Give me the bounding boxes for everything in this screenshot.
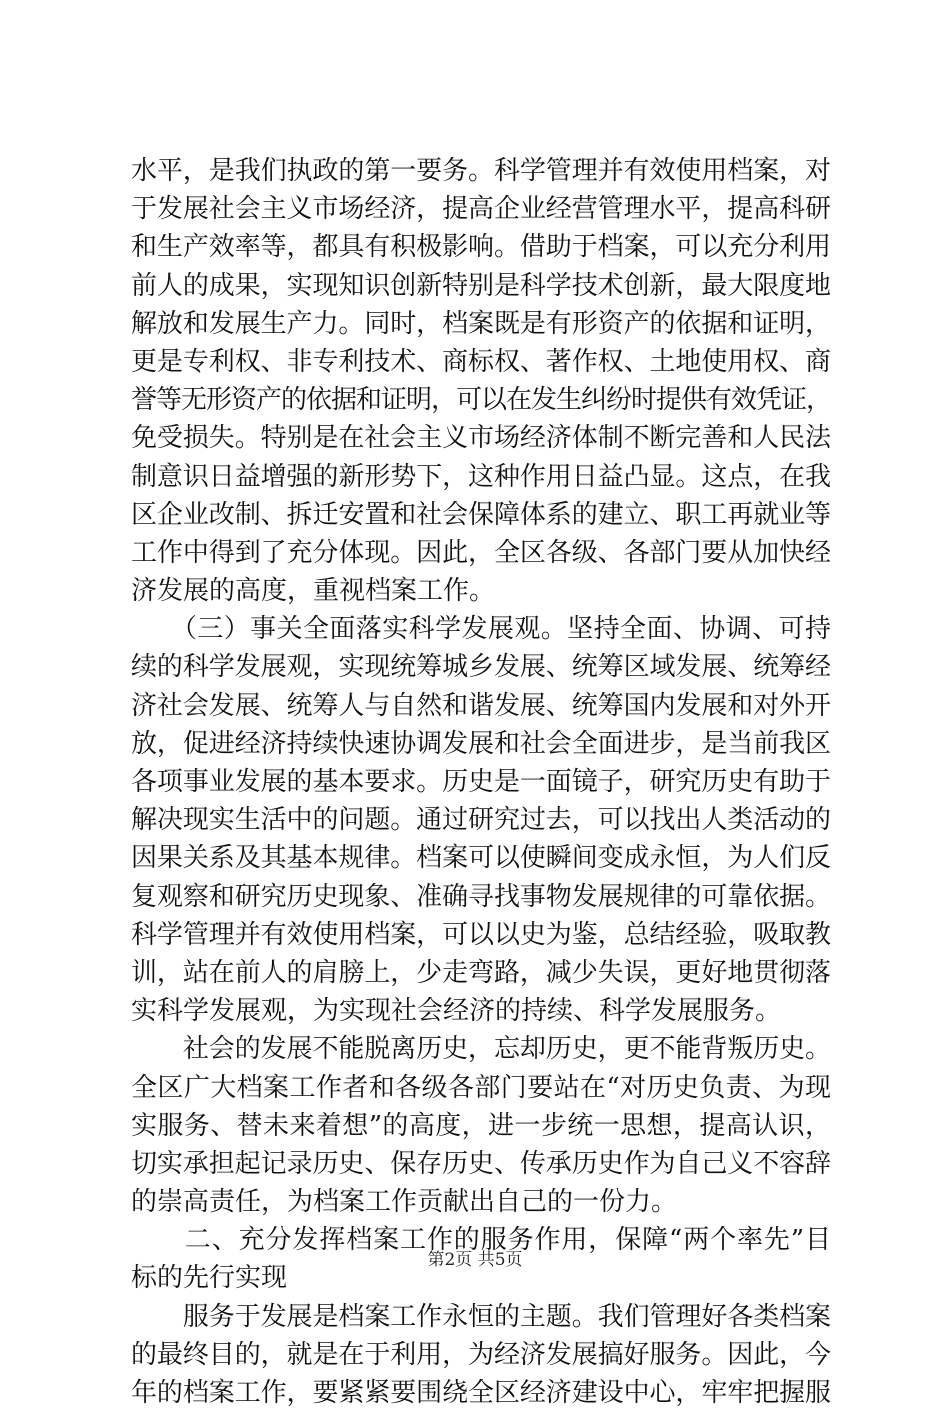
text-line: 的崇高责任，为档案工作贡献出自己的一份力。 — [131, 1187, 678, 1218]
text-line: 服务于发展是档案工作永恒的主题。我们管理好各类档案 — [131, 1301, 831, 1332]
text-line: 全区广大档案工作者和各级各部门要站在“对历史负责、为现 — [131, 1072, 831, 1103]
text-line: （三）事关全面落实科学发展观。坚持全面、协调、可持 — [131, 614, 831, 645]
text-line: 训，站在前人的肩膀上，少走弯路，减少失误，更好地贯彻落 — [131, 957, 831, 988]
text-line: 二、充分发挥档案工作的服务作用，保障“两个率先”目 — [131, 1225, 831, 1256]
text-line: 济发展的高度，重视档案工作。 — [131, 576, 496, 607]
text-line: 各项事业发展的基本要求。历史是一面镜子，研究历史有助于 — [131, 767, 831, 797]
text-line: 科学管理并有效使用档案，可以以史为鉴，总结经验，吸取教 — [131, 919, 831, 950]
text-line: 实科学发展观，为实现社会经济的持续、科学发展服务。 — [131, 996, 782, 1027]
text-line: 区企业改制、拆迁安置和社会保障体系的建立、职工再就业等 — [131, 499, 831, 530]
text-line: 免受损失。特别是在社会主义市场经济体制不断完善和人民法 — [131, 423, 831, 454]
text-line: 因果关系及其基本规律。档案可以使瞬间变成永恒，为人们反 — [131, 843, 831, 874]
text-line: 于发展社会主义市场经济，提高企业经营管理水平，提高科研 — [131, 194, 831, 225]
text-line: 水平，是我们执政的第一要务。科学管理并有效使用档案，对 — [131, 156, 831, 186]
body-text — [131, 152, 831, 1412]
text-line: 制意识日益增强的新形势下，这种作用日益凸显。这点，在我 — [131, 461, 831, 492]
text-line: 切实承担起记录历史、保存历史、传承历史作为自己义不容辞 — [131, 1148, 831, 1179]
text-line: 解放和发展生产力。同时，档案既是有形资产的依据和证明， — [131, 308, 831, 339]
text-line: 和生产效率等，都具有积极影响。借助于档案，可以充分利用 — [131, 232, 831, 263]
page-footer: 第2页 共5页 — [427, 1250, 523, 1270]
text-line: 放，促进经济持续快速协调发展和社会全面进步，是当前我区 — [131, 728, 831, 759]
text-line: 社会的发展不能脱离历史，忘却历史，更不能背叛历史。 — [131, 1034, 831, 1065]
text-line: 年的档案工作，要紧紧要围绕全区经济建设中心，牢牢把握服 — [131, 1378, 831, 1408]
text-line: 誉等无形资产的依据和证明，可以在发生纠纷时提供有效凭证， — [131, 385, 831, 416]
text-line: 实服务、替未来着想”的高度，进一步统一思想，提高认识， — [131, 1110, 831, 1141]
text-line: 的最终目的，就是在于利用，为经济发展搞好服务。因此，今 — [131, 1339, 831, 1370]
text-line: 续的科学发展观，实现统筹城乡发展、统筹区域发展、统筹经 — [131, 652, 831, 683]
text-line: 标的先行实现 — [131, 1263, 288, 1294]
text-line: 济社会发展、统筹人与自然和谐发展、统筹国内发展和对外开 — [131, 690, 831, 721]
text-line: 解决现实生活中的问题。通过研究过去，可以找出人类活动的 — [131, 805, 831, 836]
text-line: 更是专利权、非专利技术、商标权、著作权、土地使用权、商 — [131, 346, 831, 377]
text-line: 复观察和研究历史现象、准确寻找事物发展规律的可靠依据。 — [131, 881, 831, 912]
text-line: 前人的成果，实现知识创新特别是科学技术创新，最大限度地 — [131, 270, 831, 301]
text-line: 工作中得到了充分体现。因此，全区各级、各部门要从加快经 — [131, 537, 831, 568]
